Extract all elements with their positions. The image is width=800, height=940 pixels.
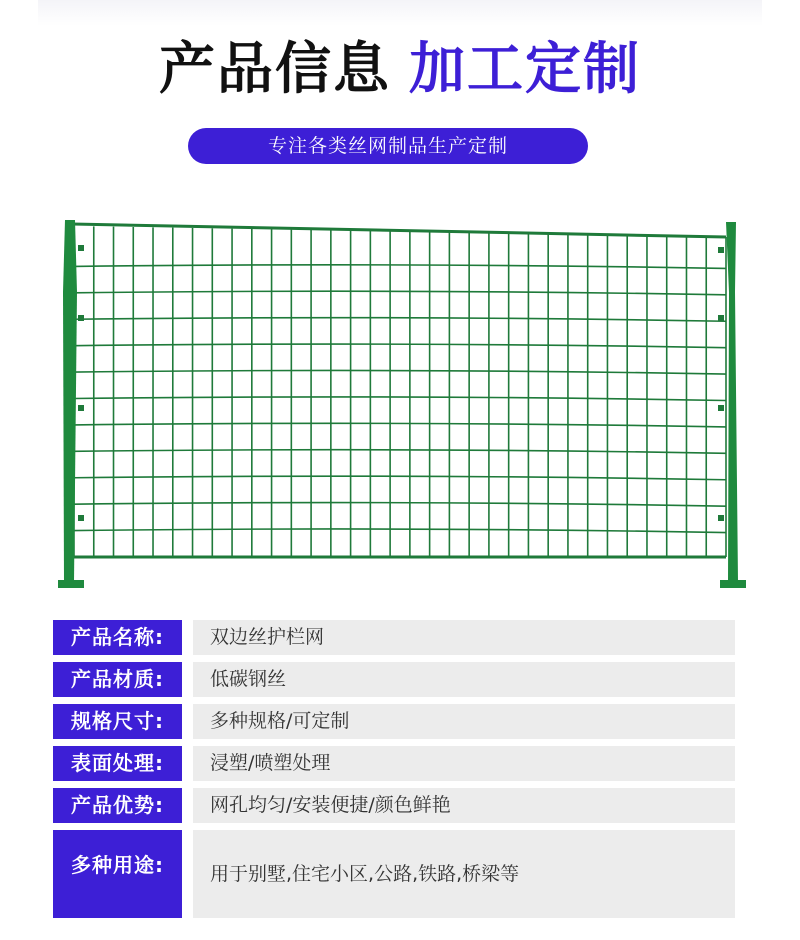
- mesh-horizontal-wire: [74, 344, 726, 348]
- title-main: 产品信息: [159, 37, 391, 102]
- mesh-horizontal-wire: [74, 291, 726, 295]
- spec-row-name: [53, 620, 735, 655]
- spec-label: 表面处理:: [53, 746, 182, 781]
- spec-row-advantage: [53, 788, 735, 823]
- top-shadow-band: [38, 0, 762, 26]
- mesh-horizontal-wire: [74, 318, 726, 322]
- mesh-horizontal-wire: [74, 529, 726, 533]
- mesh-horizontal-wire: [74, 397, 726, 401]
- page-title: [0, 34, 800, 106]
- spec-row-usage: [53, 830, 735, 918]
- top-frame-wire: [72, 224, 726, 237]
- left-post: [63, 220, 77, 582]
- mesh-horizontal-wire: [74, 503, 726, 507]
- right-post-base: [720, 580, 746, 588]
- right-post: [726, 222, 738, 582]
- mesh-horizontal-wire: [74, 265, 726, 269]
- mesh-horizontal-wire: [74, 450, 726, 454]
- spec-label: 多种用途:: [53, 830, 182, 918]
- left-post-base: [58, 580, 84, 588]
- spec-label: 产品名称:: [53, 620, 182, 655]
- subtitle-banner: 专注各类丝网制品生产定制: [188, 128, 588, 164]
- spec-label: 规格尺寸:: [53, 704, 182, 739]
- spec-row-surface: [53, 746, 735, 781]
- spec-row-material: [53, 662, 735, 697]
- mesh-horizontal-wire: [74, 476, 726, 480]
- spec-row-size: [53, 704, 735, 739]
- spec-value: 多种规格/可定制: [193, 704, 735, 739]
- spec-value: 低碳钢丝: [193, 662, 735, 697]
- spec-value: 用于别墅,住宅小区,公路,铁路,桥梁等: [193, 830, 735, 918]
- fence-mesh: [74, 226, 726, 557]
- spec-value: 网孔均匀/安装便捷/颜色鲜艳: [193, 788, 735, 823]
- mesh-horizontal-wire: [74, 370, 726, 374]
- spec-label: 产品材质:: [53, 662, 182, 697]
- title-accent: 加工定制: [409, 37, 641, 102]
- spec-value: 双边丝护栏网: [193, 620, 735, 655]
- mesh-horizontal-wire: [74, 423, 726, 427]
- spec-table: [53, 620, 735, 925]
- spec-value: 浸塑/喷塑处理: [193, 746, 735, 781]
- spec-label: 产品优势:: [53, 788, 182, 823]
- fence-panel-image: [50, 212, 750, 597]
